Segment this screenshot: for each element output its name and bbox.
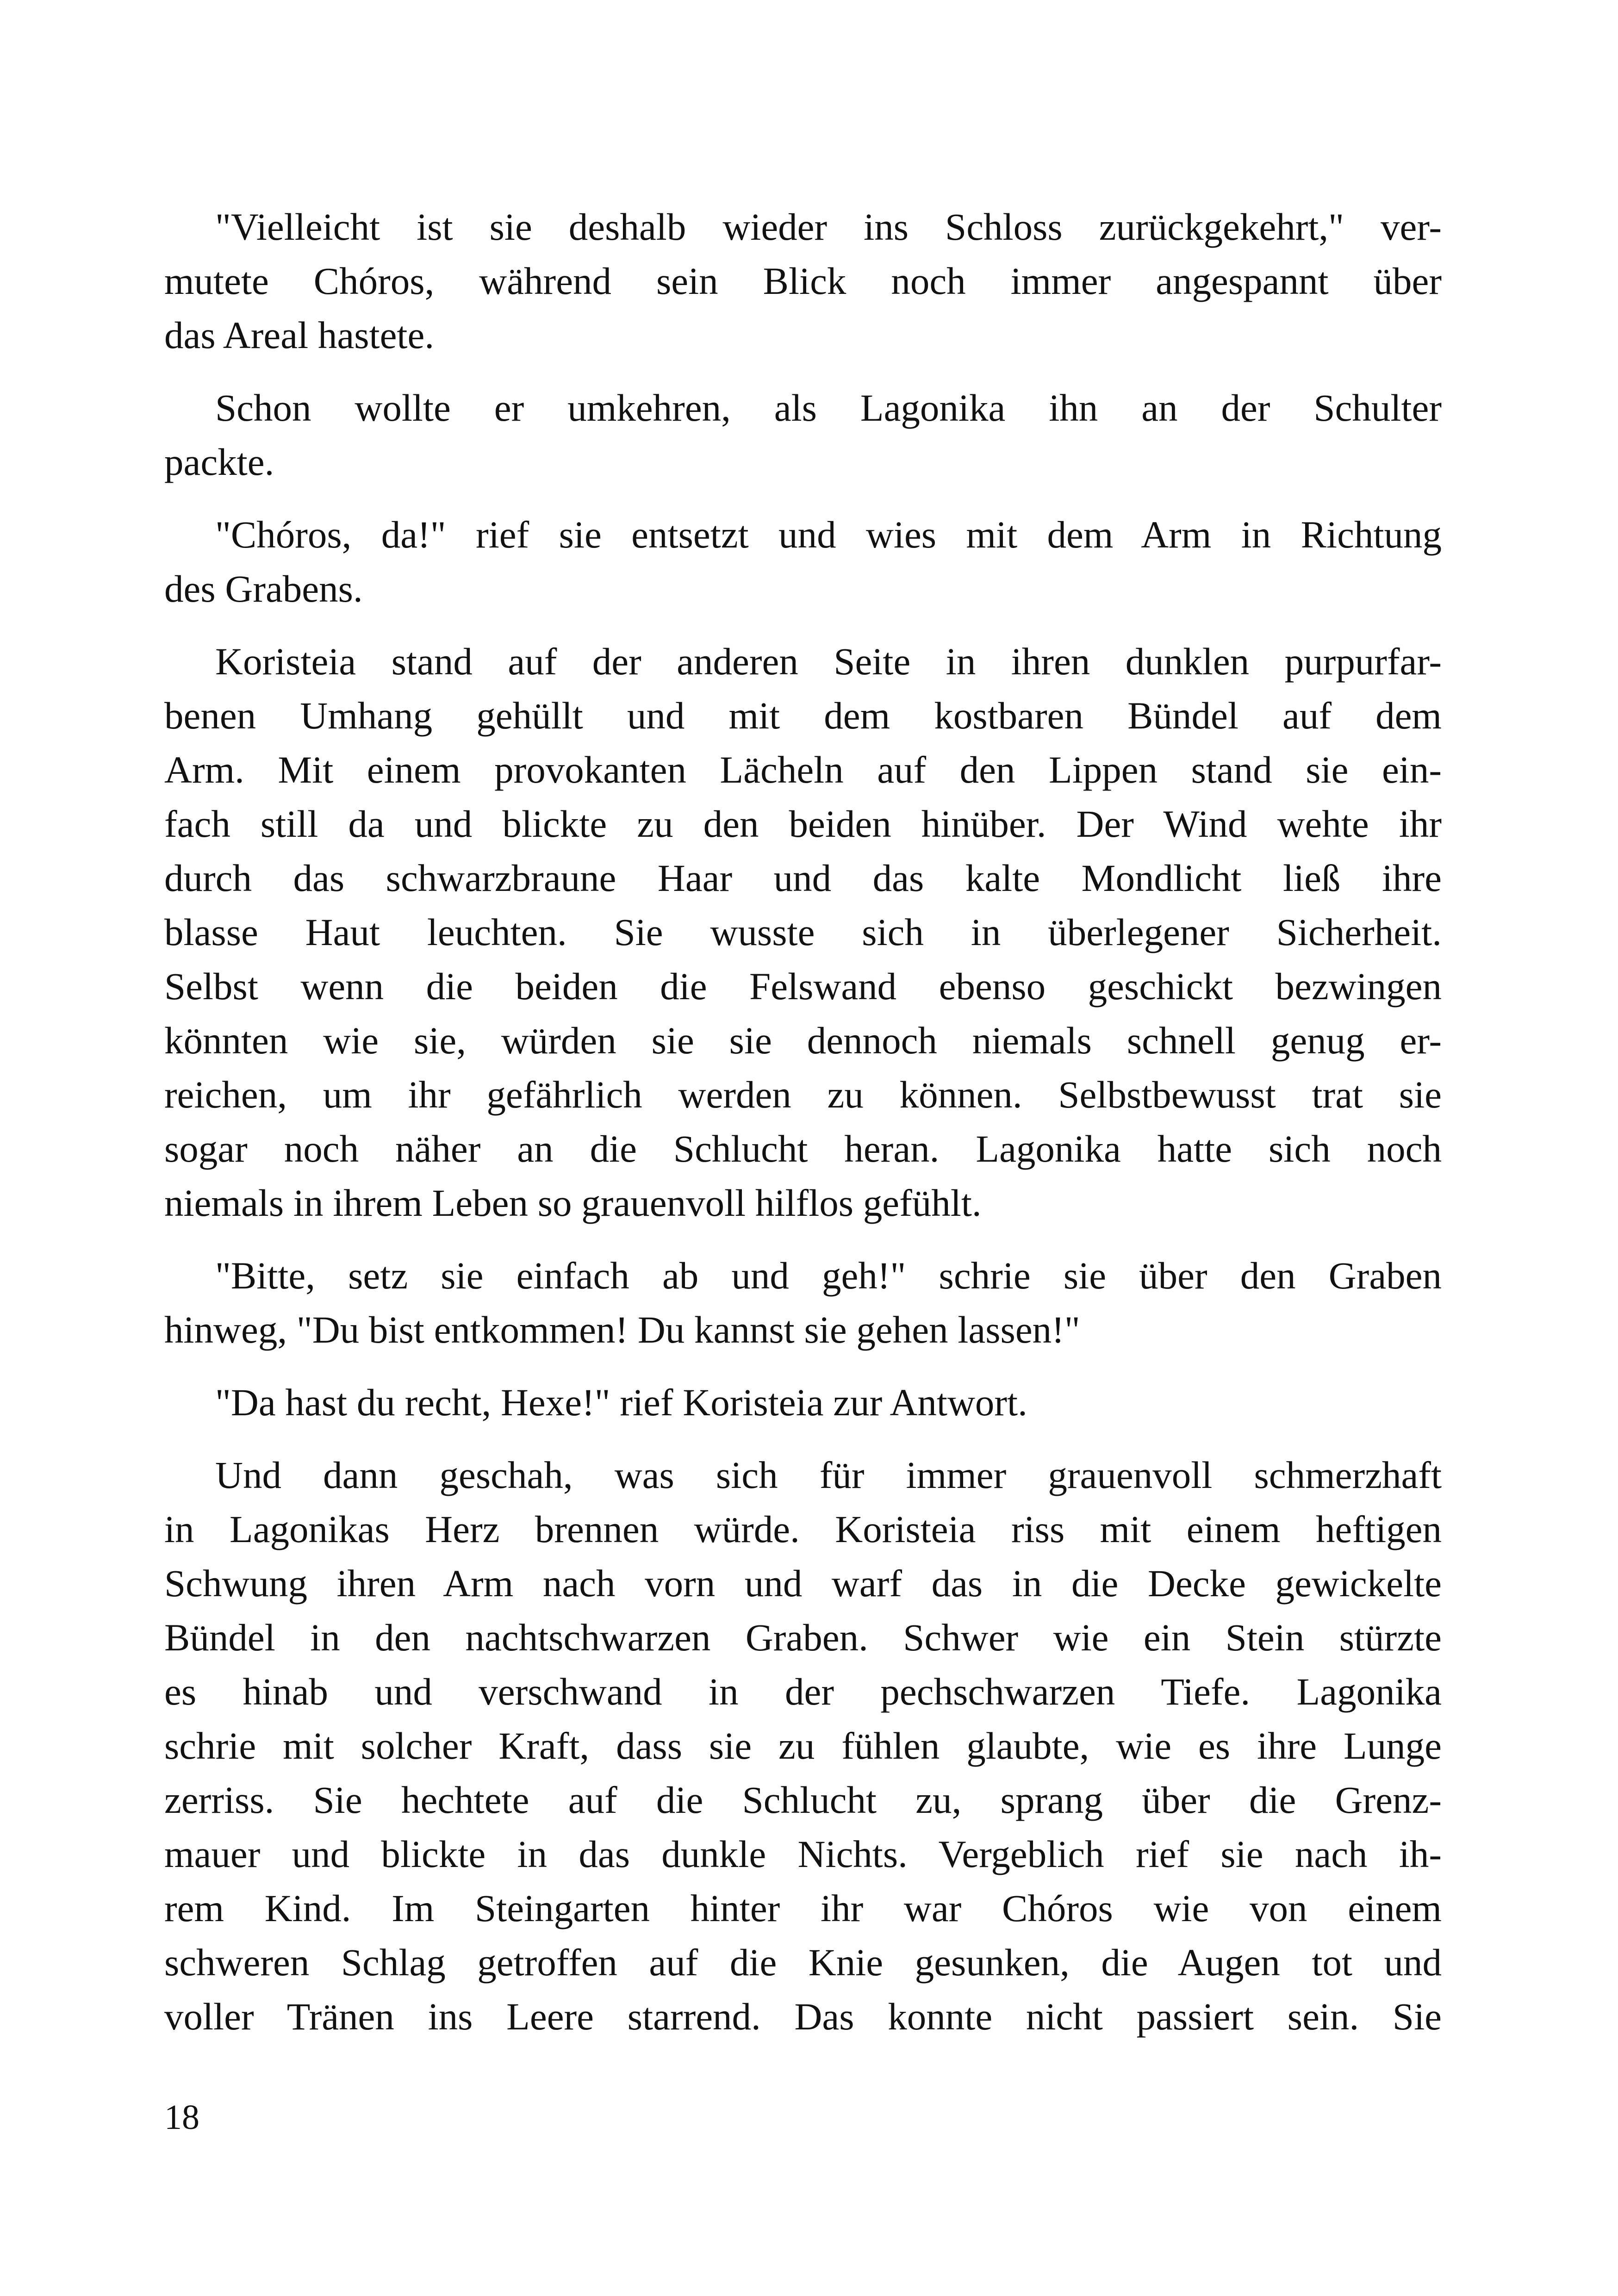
text-line: "Vielleicht ist sie deshalb wieder ins Schloss zurückgekehrt," ver- — [215, 205, 1442, 248]
text-line: zerriss. Sie hechtete auf die Schlucht zu, sprang über die Grenz- — [164, 1779, 1442, 1821]
text-line: Schwung ihren Arm nach vorn und warf das in die Decke gewickelte — [164, 1562, 1442, 1605]
text-line: blasse Haut leuchten. Sie wusste sich in überlegener Sicherheit. — [164, 911, 1442, 953]
text-line: durch das schwarzbraune Haar und das kalte Mondlicht ließ ihre — [164, 857, 1442, 899]
text-line: Selbst wenn die beiden die Felswand ebenso geschickt bezwingen — [164, 965, 1442, 1008]
text-line: rem Kind. Im Steingarten hinter ihr war Chóros wie von einem — [164, 1887, 1442, 1929]
text-line: Schon wollte er umkehren, als Lagonika ihn an der Schulter — [215, 386, 1442, 429]
text-line: des Grabens. — [164, 567, 363, 610]
text-line: sogar noch näher an die Schlucht heran. Lagonika hatte sich noch — [164, 1127, 1442, 1170]
text-line: benen Umhang gehüllt und mit dem kostbaren Bündel auf dem — [164, 694, 1442, 737]
text-line: Arm. Mit einem provokanten Lächeln auf den Lippen stand sie ein- — [164, 748, 1442, 791]
text-line: Koristeia stand auf der anderen Seite in ihren dunklen purpurfar- — [215, 640, 1442, 683]
text-line: "Chóros, da!" rief sie entsetzt und wies mit dem Arm in Richtung — [215, 513, 1442, 556]
text-line: Und dann geschah, was sich für immer grauenvoll schmerzhaft — [215, 1454, 1442, 1496]
text-line: könnten wie sie, würden sie sie dennoch niemals schnell genug er- — [164, 1019, 1442, 1062]
text-line: voller Tränen ins Leere starrend. Das konnte nicht passiert sein. Sie — [164, 1995, 1442, 2038]
text-line: schrie mit solcher Kraft, dass sie zu fühlen glaubte, wie es ihre Lunge — [164, 1724, 1442, 1767]
paragraph — [164, 1375, 1442, 1430]
text-line: reichen, um ihr gefährlich werden zu können. Selbstbewusst trat sie — [164, 1073, 1442, 1116]
text-line: es hinab und verschwand in der pechschwarzen Tiefe. Lagonika — [164, 1670, 1442, 1713]
text-line: fach still da und blickte zu den beiden hinüber. Der Wind wehte ihr — [164, 803, 1442, 845]
page-number: 18 — [164, 2098, 199, 2137]
body-text — [164, 200, 1442, 2062]
text-line: mauer und blickte in das dunkle Nichts. Vergeblich rief sie nach ih- — [164, 1833, 1442, 1875]
paragraph — [164, 1249, 1442, 1357]
paragraph — [164, 635, 1442, 1230]
paragraph — [164, 1448, 1442, 2044]
paragraph — [164, 381, 1442, 489]
text-line: schweren Schlag getroffen auf die Knie gesunken, die Augen tot und — [164, 1941, 1442, 1984]
text-line: packte. — [164, 441, 274, 483]
text-line: in Lagonikas Herz brennen würde. Koristeia riss mit einem heftigen — [164, 1508, 1442, 1550]
text-line: das Areal hastete. — [164, 314, 435, 356]
text-line: niemals in ihrem Leben so grauenvoll hilflos gefühlt. — [164, 1182, 982, 1224]
text-line: "Bitte, setz sie einfach ab und geh!" schrie sie über den Graben — [215, 1254, 1442, 1297]
text-line: mutete Chóros, während sein Blick noch immer angespannt über — [164, 260, 1442, 302]
text-line: hinweg, "Du bist entkommen! Du kannst sie gehen lassen!" — [164, 1308, 1080, 1351]
text-line: "Da hast du recht, Hexe!" rief Koristeia zur Antwort. — [215, 1381, 1027, 1424]
text-line: Bündel in den nachtschwarzen Graben. Schwer wie ein Stein stürzte — [164, 1616, 1442, 1659]
paragraph — [164, 200, 1442, 362]
paragraph — [164, 508, 1442, 616]
